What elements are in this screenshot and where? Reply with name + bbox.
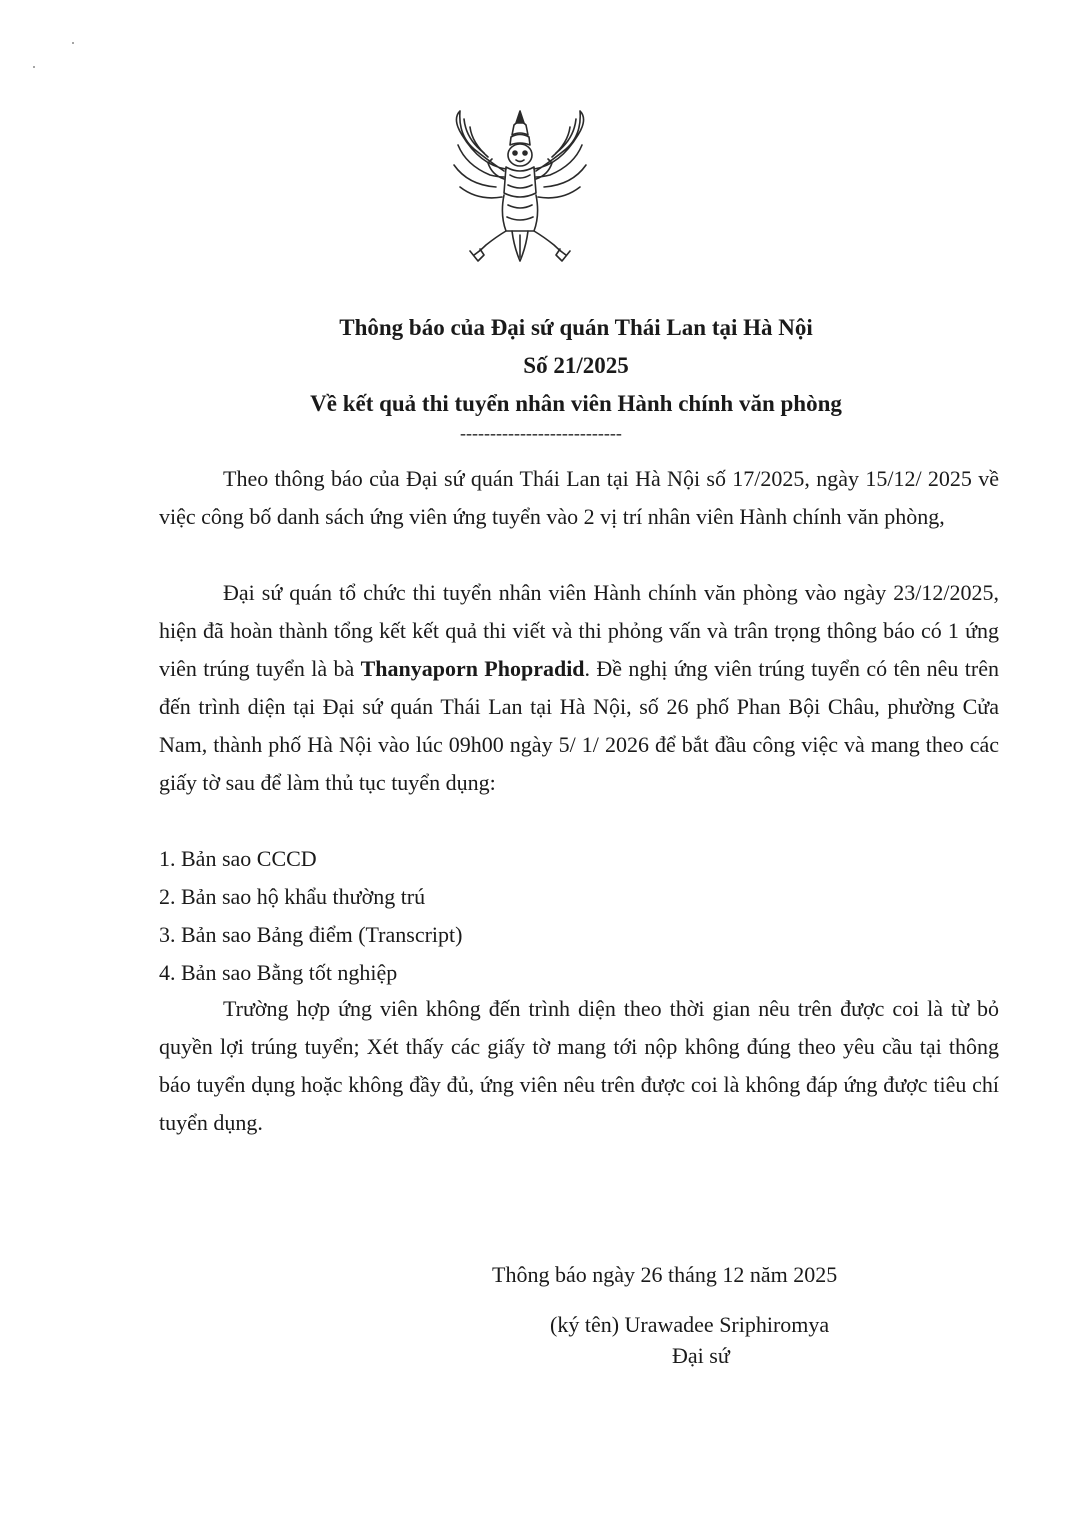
- list-item: 2. Bản sao hộ khẩu thường trú: [159, 884, 426, 909]
- signature-date: Thông báo ngày 26 tháng 12 năm 2025: [492, 1262, 838, 1287]
- notice-number: Số 21/2025: [523, 353, 629, 378]
- result-text-before: Đại sứ quán tổ chức thi tuyển nhân viên Hành chính văn phòng vào ngày 23/12/2025, hiện đã hoàn thành tổng kết kết quả thi viết và thi phỏng vấn và trân trọng thông báo có 1 ứng viên trúng tuyển là bà: [159, 580, 999, 681]
- heading-divider: ---------------------------: [460, 423, 622, 443]
- garuda-emblem-icon: [440, 105, 600, 270]
- paragraph-result: [159, 574, 999, 802]
- paragraph-result-text: [159, 574, 999, 802]
- paragraph-conditions: [159, 990, 999, 1142]
- paragraph-reference-text: Theo thông báo của Đại sứ quán Thái Lan tại Hà Nội số 17/2025, ngày 15/12/ 2025 về việc công bố danh sách ứng viên ứng tuyển vào 2 vị trí nhân viên Hành chính văn phòng,: [159, 466, 999, 529]
- list-item: 4. Bản sao Bằng tốt nghiệp: [159, 960, 398, 985]
- scan-speck: [72, 42, 74, 44]
- notice-title: Thông báo của Đại sứ quán Thái Lan tại Hà Nội: [339, 315, 813, 340]
- candidate-name: Thanyaporn Phopradid: [360, 656, 585, 681]
- scan-speck: [33, 66, 35, 68]
- list-item: 1. Bản sao CCCD: [159, 846, 317, 871]
- notice-subject: Về kết quả thi tuyển nhân viên Hành chính văn phòng: [310, 391, 842, 416]
- list-item: 3. Bản sao Bảng điểm (Transcript): [159, 922, 463, 947]
- paragraph-reference: [159, 460, 999, 536]
- paragraph-conditions-text: Trường hợp ứng viên không đến trình diện theo thời gian nêu trên được coi là từ bỏ quyền lợi trúng tuyển; Xét thấy các giấy tờ mang tới nộp không đúng theo yêu cầu tại thông báo tuyển dụng hoặc không đầy đủ, ứng viên nêu trên được coi là không đáp ứng được tiêu chí tuyển dụng.: [159, 996, 999, 1135]
- signature-title: Đại sứ: [672, 1343, 730, 1368]
- required-documents-list: [159, 840, 999, 992]
- result-text-after: . Đề nghị ứng viên trúng tuyển có tên nêu trên đến trình diện tại Đại sứ quán Thái Lan tại Hà Nội, số 26 phố Phan Bội Châu, phường Cửa Nam, thành phố Hà Nội vào lúc 09h00 ngày 5/ 1/ 2026 để bắt đầu công việc và mang theo các giấy tờ sau để làm thủ tục tuyển dụng:: [159, 656, 999, 795]
- signature-name: (ký tên) Urawadee Sriphiromya: [550, 1312, 830, 1337]
